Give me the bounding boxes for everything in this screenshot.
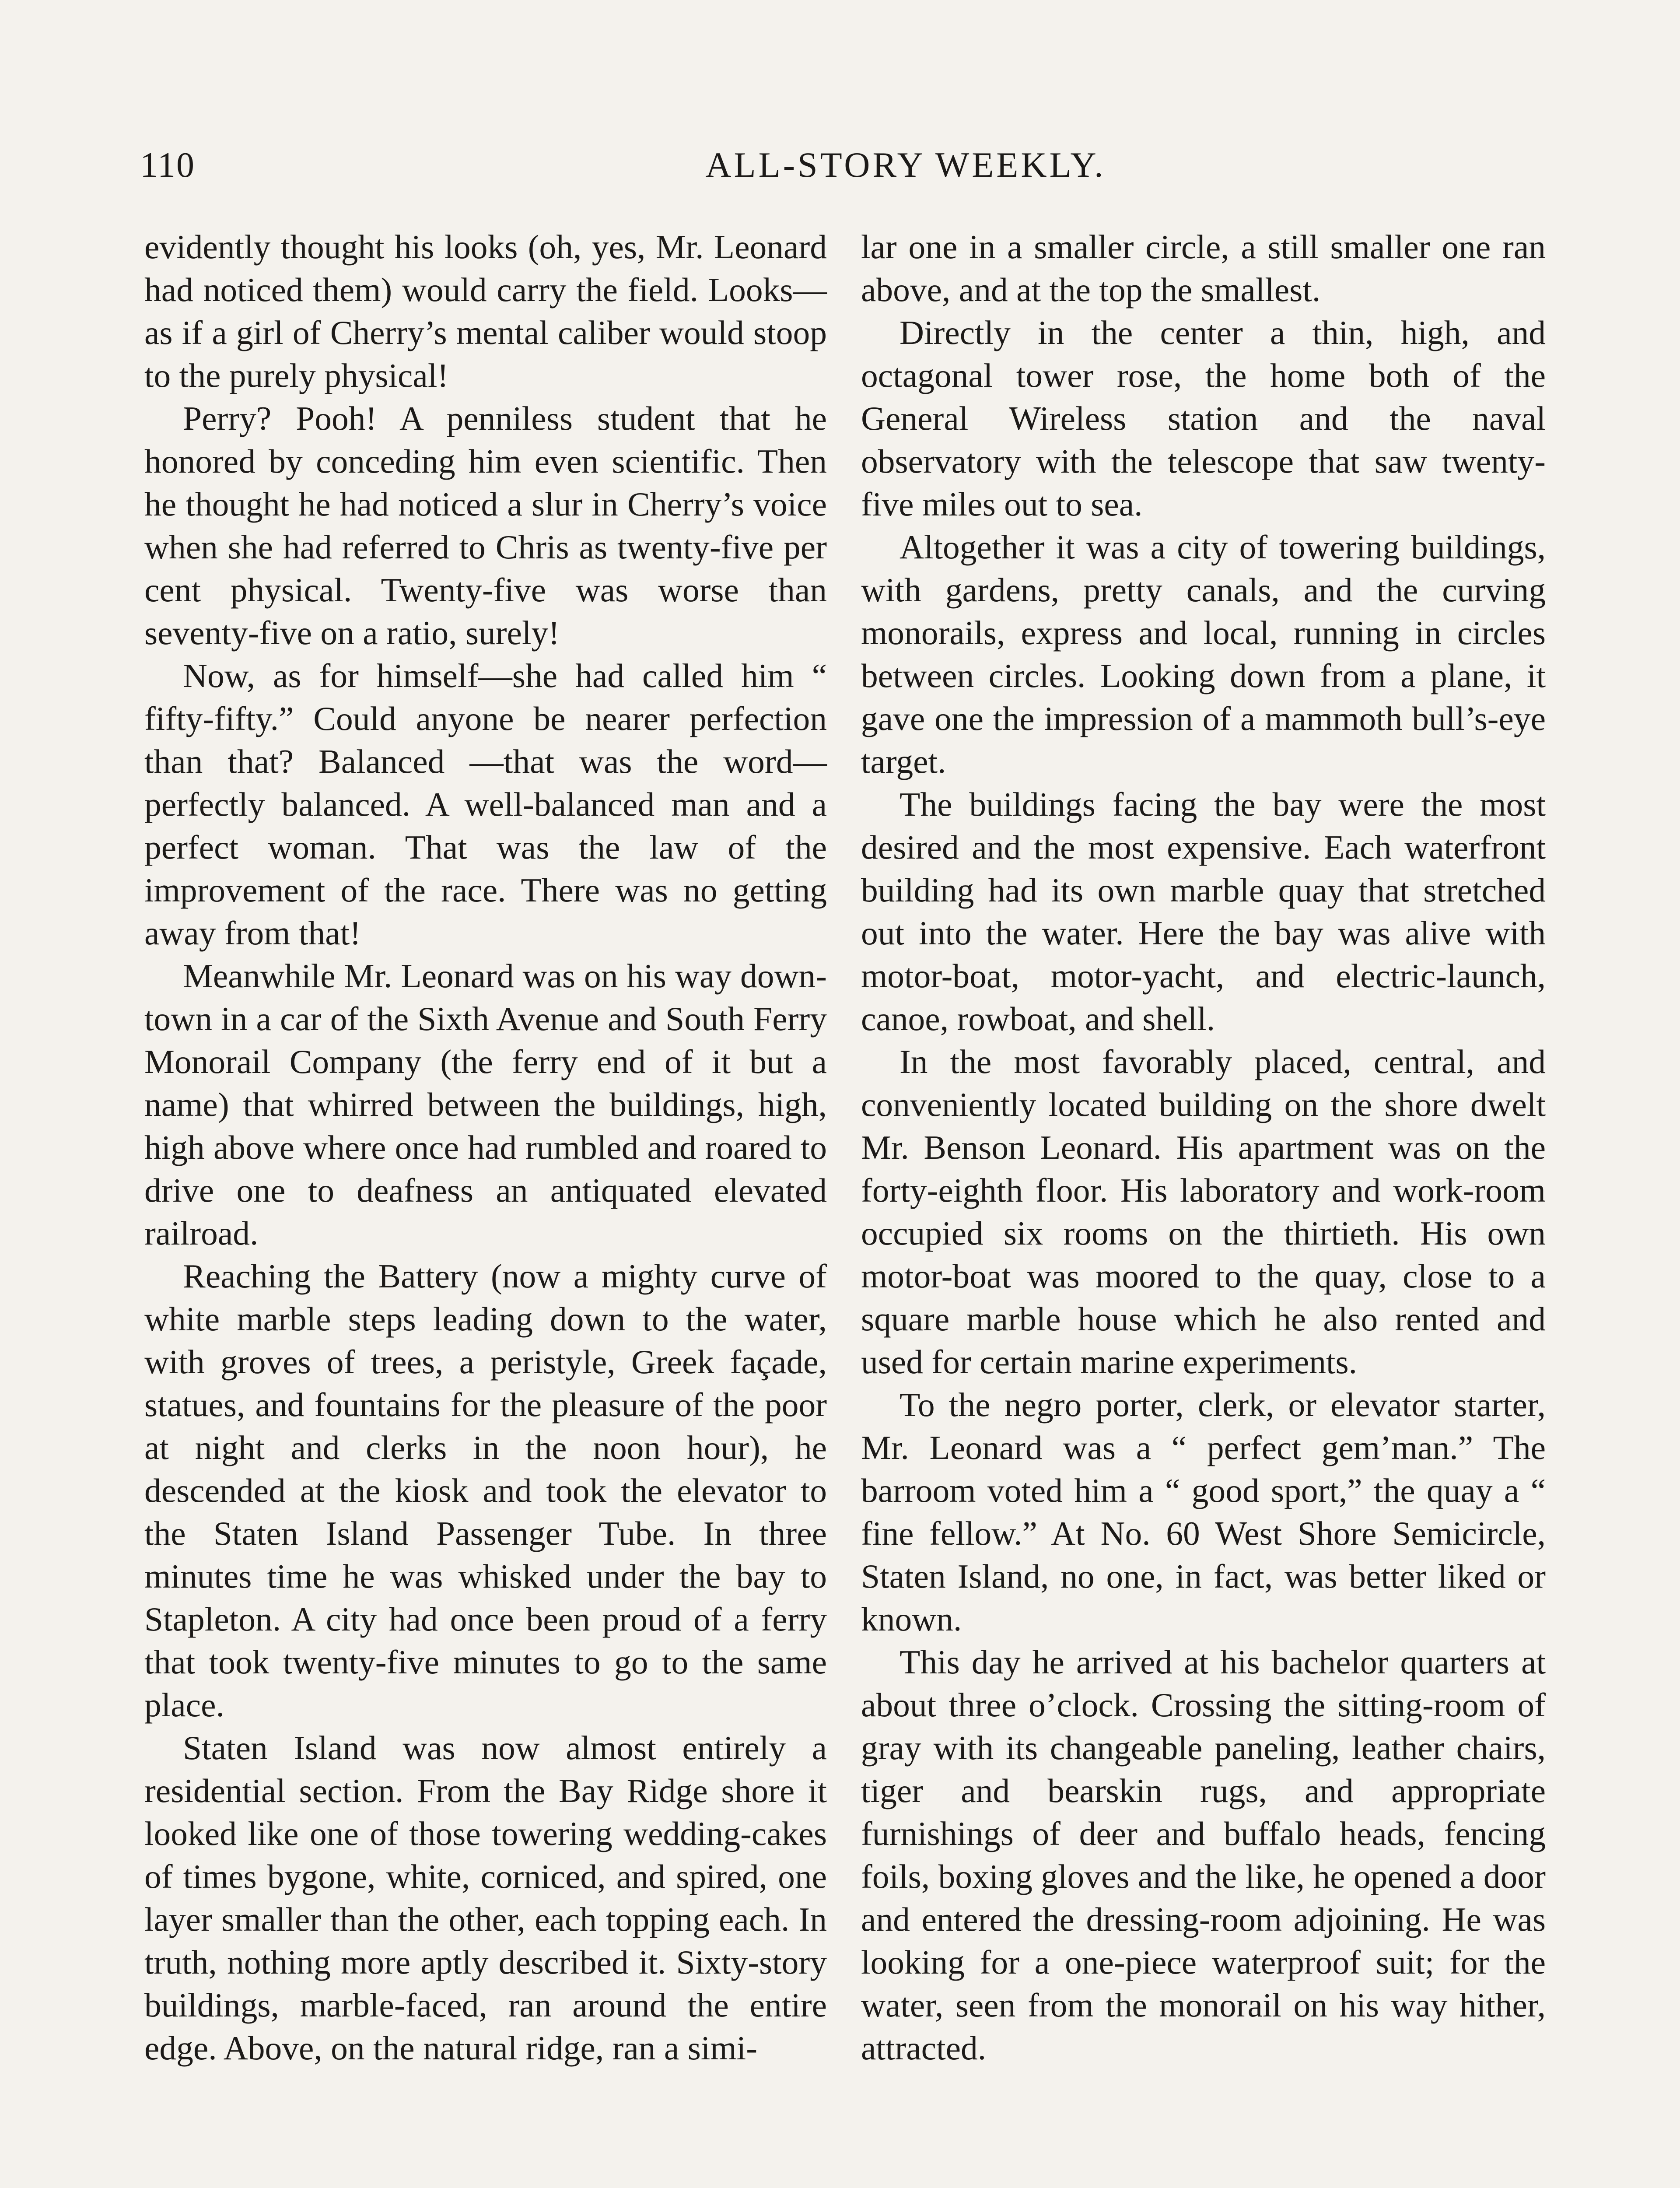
page-header	[140, 144, 1540, 193]
paragraph: evidently thought his looks (oh, yes, Mr. Leonard had noticed them) would carry the field. Looks—as if a girl of Cherry’s mental caliber would stoop to the purely physical!	[144, 228, 827, 394]
paragraph: lar one in a smaller circle, a still smaller one ran above, and at the top the smallest.	[861, 228, 1546, 309]
right-column	[861, 225, 1546, 2069]
paragraph: To the negro porter, clerk, or elevator starter, Mr. Leonard was a “ perfect gem’man.” The barroom voted him a “ good sport,” the quay a “ fine fellow.” At No. 60 West Shore Semicircle, Staten Island, no one, in fact, was better liked or known.	[861, 1386, 1546, 1638]
paragraph: This day he arrived at his bachelor quarters at about three o’clock. Crossing the sitting-room of gray with its changeable paneling, leather chairs, tiger and bearskin rugs, and appropriate furnishings of deer and buffalo heads, fencing foils, boxing gloves and the like, he opened a door and entered the dressing-room adjoining. He was looking for a one-piece waterproof suit; for the water, seen from the monorail on his way hither, attracted.	[861, 1643, 1546, 2067]
paragraph: Now, as for himself—she had called him “ fifty-fifty.” Could anyone be nearer perfection than that? Balanced —that was the word—perfectly balanced. A well-balanced man and a perfect woman. That was the law of the improvement of the race. There was no getting away from that!	[144, 657, 827, 952]
paragraph: Directly in the center a thin, high, and octagonal tower rose, the home both of the General Wireless station and the naval observatory with the telescope that saw twenty-five miles out to sea.	[861, 314, 1546, 523]
paragraph: Staten Island was now almost entirely a residential section. From the Bay Ridge shore it looked like one of those towering wedding-cakes of times bygone, white, corniced, and spired, one layer smaller than the other, each topping each. In truth, nothing more aptly described it. Sixty-story buildings, marble-faced, ran around the entire edge. Above, on the natural ridge, ran a simi-	[144, 1729, 827, 2067]
paragraph: Altogether it was a city of towering buildings, with gardens, pretty canals, and the curving monorails, express and local, running in circles between circles. Looking down from a plane, it gave one the impression of a mammoth bull’s-eye target.	[861, 528, 1546, 780]
left-column	[144, 225, 827, 2069]
paragraph: The buildings facing the bay were the most desired and the most expensive. Each waterfront building had its own marble quay that stretched out into the water. Here the bay was alive with motor-boat, motor-yacht, and electric-launch, canoe, rowboat, and shell.	[861, 785, 1546, 1038]
running-head: ALL-STORY WEEKLY.	[705, 145, 1106, 185]
paragraph: Perry? Pooh! A penniless student that he honored by conceding him even scientific. Then he thought he had noticed a slur in Cherry’s voice when she had referred to Chris as twenty-five per cent physical. Twenty-five was worse than seventy-five on a ratio, surely!	[144, 400, 827, 652]
page-number: 110	[140, 145, 195, 185]
paragraph: Reaching the Battery (now a mighty curve of white marble steps leading down to the water, with groves of trees, a peristyle, Greek façade, statues, and fountains for the pleasure of the poor at night and clerks in the noon hour), he descended at the kiosk and took the elevator to the Staten Island Passenger Tube. In three minutes time he was whisked under the bay to Stapleton. A city had once been proud of a ferry that took twenty-five minutes to go to the same place.	[144, 1257, 827, 1724]
paragraph: Meanwhile Mr. Leonard was on his way down-town in a car of the Sixth Avenue and South Ferry Monorail Company (the ferry end of it but a name) that whirred between the buildings, high, high above where once had rumbled and roared to drive one to deafness an antiquated elevated railroad.	[144, 957, 827, 1252]
paragraph: In the most favorably placed, central, and conveniently located building on the shore dwelt Mr. Benson Leonard. His apartment was on the forty-eighth floor. His laboratory and work-room occupied six rooms on the thirtieth. His own motor-boat was moored to the quay, close to a square marble house which he also rented and used for certain marine experiments.	[861, 1043, 1546, 1381]
